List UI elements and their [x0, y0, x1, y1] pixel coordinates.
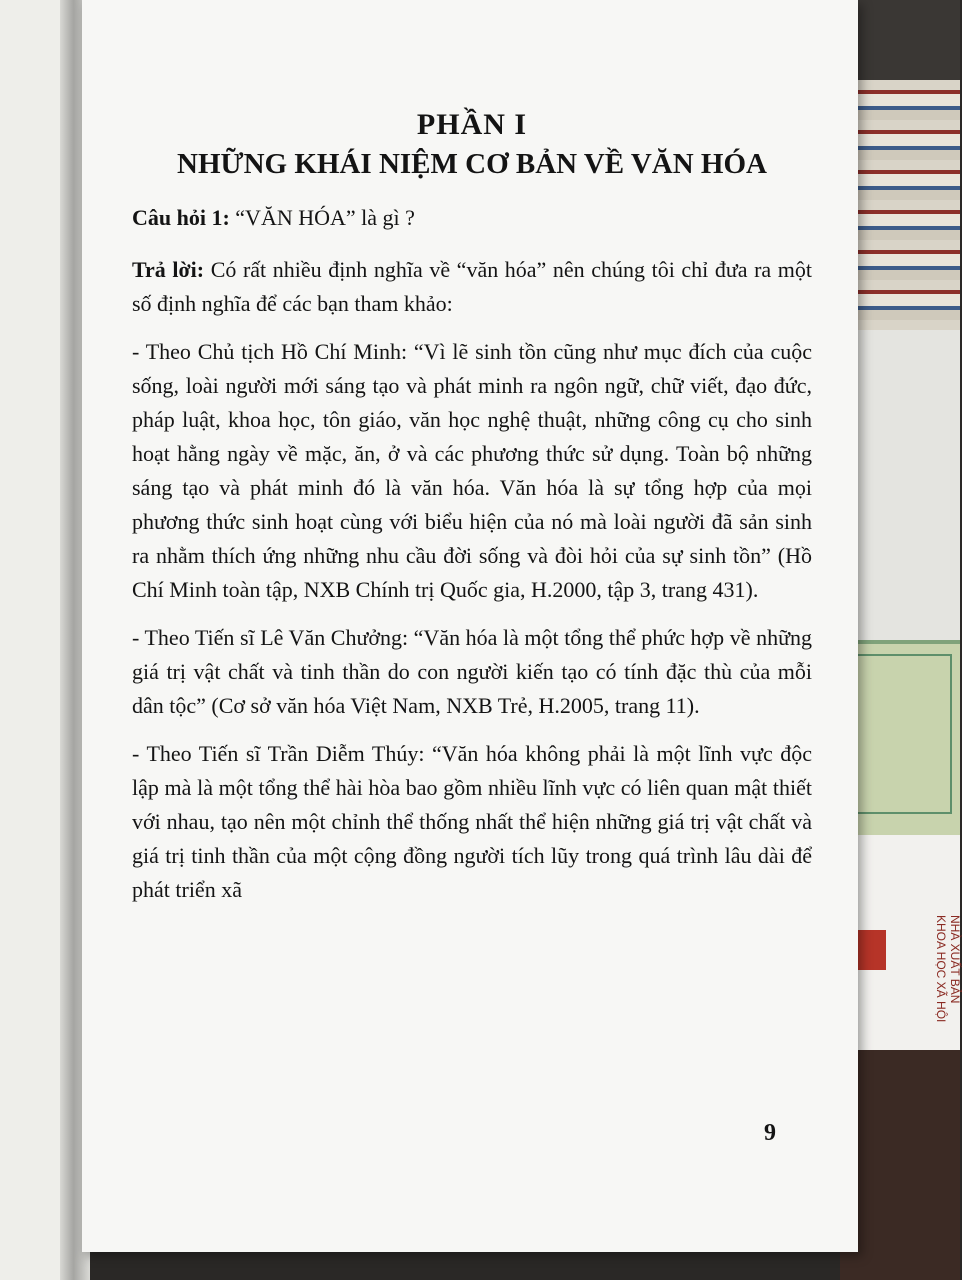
wall [840, 330, 960, 650]
question-label: Câu hỏi 1: [132, 205, 230, 230]
page-number: 9 [764, 1120, 776, 1146]
publisher-spine-text: NHÀ XUẤT BẢN KHOA HỌC XÃ HỘI [934, 915, 962, 1023]
definition-paragraph: - Theo Chủ tịch Hồ Chí Minh: “Vì lẽ sinh tồn cũng như mục đích của cuộc sống, loài người mới sáng tạo và phát minh ra ngôn ngữ, chữ viết, đạo đức, pháp luật, khoa học, tôn giáo, văn học nghệ thuật, những công cụ cho sinh hoạt hằng ngày về mặc, ăn, ở và các phương thức sử dụng. Toàn bộ những sáng tạo và phát minh đó là văn hóa. Văn hóa là sự tổng hợp của mọi phương thức sinh hoạt cùng với biểu hiện của nó mà loài người đã sản sinh ra nhằm thích ứng những nhu cầu đời sống và đòi hỏi của sự sinh tồn” (Hồ Chí Minh toàn tập, NXB Chính trị Quốc gia, H.2000, tập 3, trang 431). [132, 339, 812, 602]
publisher-logo-icon [854, 930, 886, 970]
chapter-title: NHỮNG KHÁI NIỆM CƠ BẢN VỀ VĂN HÓA [177, 148, 767, 180]
book-page [82, 0, 858, 1252]
question-text: “VĂN HÓA” là gì ? [235, 205, 415, 230]
green-book-cover [840, 640, 960, 844]
book-stack [840, 80, 960, 330]
page-content [132, 108, 812, 921]
part-title: PHẦN I [416, 108, 528, 141]
white-book-spine [840, 835, 960, 1055]
definition-paragraph: - Theo Tiến sĩ Lê Văn Chưởng: “Văn hóa là một tổng thể phức hợp về những giá trị vật chất và tinh thần do con người kiến tạo có tính đặc thù của mỗi dân tộc” (Cơ sở văn hóa Việt Nam, NXB Trẻ, H.2005, trang 11). [132, 625, 812, 718]
answer-label: Trả lời: [132, 257, 205, 282]
question-heading [132, 205, 812, 231]
definition-paragraph: - Theo Tiến sĩ Trần Diễm Thúy: “Văn hóa không phải là một lĩnh vực độc lập mà là một tổng thể hài hòa bao gồm nhiều lĩnh vực có liên quan mật thiết với nhau, tạo nên một chỉnh thể thống nhất thể hiện những giá trị vật chất và giá trị tinh thần của một cộng đồng người tích lũy trong quá trình lâu dài để phát triển xã [132, 741, 812, 902]
answer-intro-text: Có rất nhiều định nghĩa về “văn hóa” nên chúng tôi chỉ đưa ra một số định nghĩa để các bạn tham khảo: [132, 257, 812, 316]
desk [840, 1050, 960, 1280]
answer-intro [132, 253, 812, 321]
